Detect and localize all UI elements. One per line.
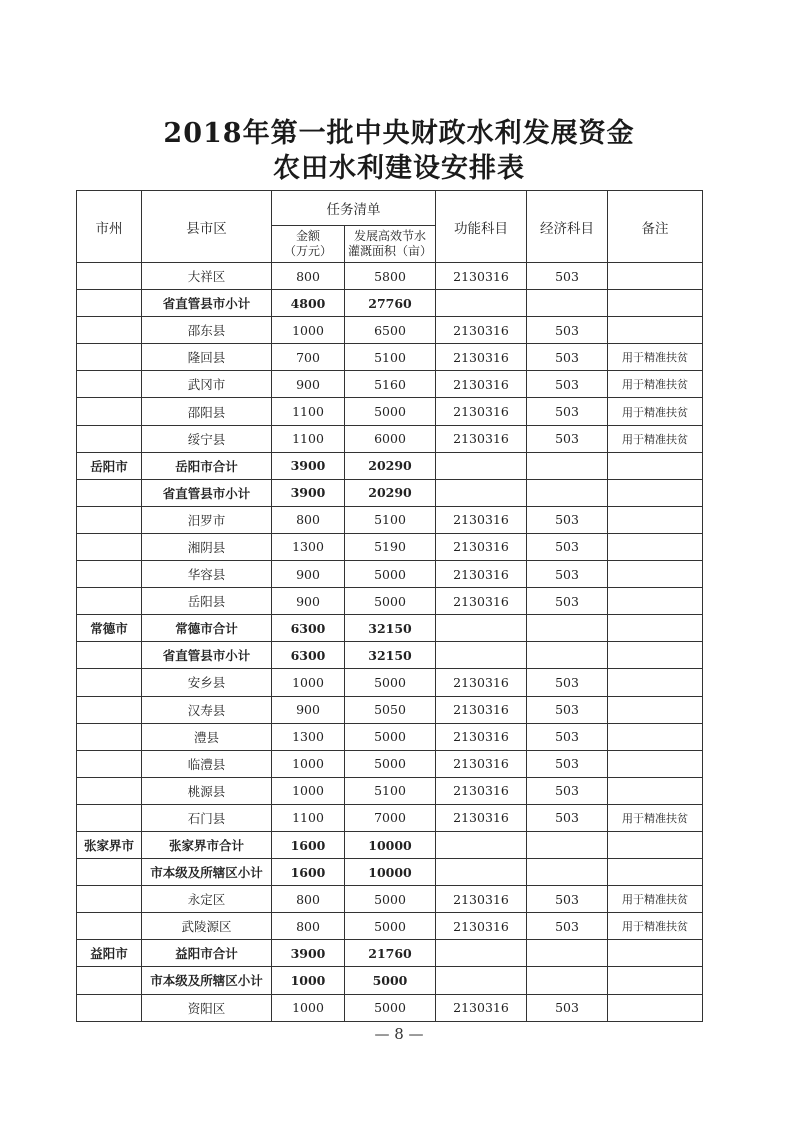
cell-irrigation-area: 20290 bbox=[345, 452, 436, 479]
table-row bbox=[77, 967, 703, 994]
header-city: 市州 bbox=[77, 191, 142, 263]
cell-amount: 1000 bbox=[272, 750, 345, 777]
cell-function-subject: 2130316 bbox=[436, 723, 527, 750]
cell-irrigation-area: 5000 bbox=[345, 669, 436, 696]
cell-function-subject: 2130316 bbox=[436, 696, 527, 723]
cell-economic-subject bbox=[527, 642, 608, 669]
cell-city bbox=[77, 642, 142, 669]
cell-economic-subject: 503 bbox=[527, 398, 608, 425]
cell-function-subject bbox=[436, 940, 527, 967]
cell-amount: 1300 bbox=[272, 533, 345, 560]
allocation-table bbox=[76, 190, 703, 1022]
cell-irrigation-area: 5000 bbox=[345, 750, 436, 777]
cell-county: 益阳市合计 bbox=[142, 940, 272, 967]
cell-irrigation-area: 32150 bbox=[345, 642, 436, 669]
table-row bbox=[77, 777, 703, 804]
cell-amount: 900 bbox=[272, 371, 345, 398]
cell-function-subject: 2130316 bbox=[436, 804, 527, 831]
cell-economic-subject: 503 bbox=[527, 561, 608, 588]
cell-irrigation-area: 10000 bbox=[345, 859, 436, 886]
cell-amount: 1100 bbox=[272, 425, 345, 452]
cell-irrigation-area: 5000 bbox=[345, 588, 436, 615]
cell-remark bbox=[608, 263, 703, 290]
cell-amount: 3900 bbox=[272, 452, 345, 479]
cell-amount: 1000 bbox=[272, 994, 345, 1021]
header-task-list: 任务清单 bbox=[272, 191, 436, 226]
table-row bbox=[77, 669, 703, 696]
cell-function-subject: 2130316 bbox=[436, 588, 527, 615]
cell-remark: 用于精准扶贫 bbox=[608, 398, 703, 425]
cell-function-subject: 2130316 bbox=[436, 425, 527, 452]
table-row bbox=[77, 398, 703, 425]
header-function-subject: 功能科目 bbox=[436, 191, 527, 263]
cell-remark bbox=[608, 615, 703, 642]
cell-remark bbox=[608, 533, 703, 560]
cell-amount: 800 bbox=[272, 886, 345, 913]
cell-city bbox=[77, 263, 142, 290]
cell-county: 隆回县 bbox=[142, 344, 272, 371]
cell-county: 张家界市合计 bbox=[142, 831, 272, 858]
cell-irrigation-area: 5100 bbox=[345, 344, 436, 371]
cell-amount: 1100 bbox=[272, 804, 345, 831]
cell-city: 张家界市 bbox=[77, 831, 142, 858]
header-irrigation-area bbox=[345, 226, 436, 263]
cell-function-subject bbox=[436, 967, 527, 994]
cell-function-subject bbox=[436, 290, 527, 317]
cell-remark bbox=[608, 588, 703, 615]
cell-county: 邵阳县 bbox=[142, 398, 272, 425]
table-row bbox=[77, 344, 703, 371]
cell-city bbox=[77, 994, 142, 1021]
cell-remark bbox=[608, 696, 703, 723]
cell-county: 常德市合计 bbox=[142, 615, 272, 642]
cell-county: 汨罗市 bbox=[142, 506, 272, 533]
cell-irrigation-area: 32150 bbox=[345, 615, 436, 642]
cell-economic-subject: 503 bbox=[527, 804, 608, 831]
cell-county: 石门县 bbox=[142, 804, 272, 831]
cell-county: 武陵源区 bbox=[142, 913, 272, 940]
cell-irrigation-area: 21760 bbox=[345, 940, 436, 967]
cell-county: 华容县 bbox=[142, 561, 272, 588]
cell-amount: 1100 bbox=[272, 398, 345, 425]
table-row bbox=[77, 723, 703, 750]
table-row bbox=[77, 994, 703, 1021]
cell-amount: 800 bbox=[272, 913, 345, 940]
cell-amount: 3900 bbox=[272, 940, 345, 967]
table-row bbox=[77, 561, 703, 588]
table-row bbox=[77, 533, 703, 560]
cell-city bbox=[77, 967, 142, 994]
cell-irrigation-area: 5000 bbox=[345, 994, 436, 1021]
cell-function-subject: 2130316 bbox=[436, 886, 527, 913]
cell-amount: 4800 bbox=[272, 290, 345, 317]
cell-economic-subject bbox=[527, 831, 608, 858]
cell-function-subject bbox=[436, 642, 527, 669]
cell-irrigation-area: 5000 bbox=[345, 886, 436, 913]
cell-function-subject bbox=[436, 452, 527, 479]
cell-amount: 700 bbox=[272, 344, 345, 371]
table-row bbox=[77, 371, 703, 398]
cell-county: 澧县 bbox=[142, 723, 272, 750]
cell-irrigation-area: 5100 bbox=[345, 777, 436, 804]
cell-county: 湘阴县 bbox=[142, 533, 272, 560]
cell-remark: 用于精准扶贫 bbox=[608, 913, 703, 940]
cell-amount: 6300 bbox=[272, 642, 345, 669]
cell-county: 汉寿县 bbox=[142, 696, 272, 723]
table-row bbox=[77, 804, 703, 831]
cell-function-subject: 2130316 bbox=[436, 533, 527, 560]
cell-city bbox=[77, 859, 142, 886]
cell-remark bbox=[608, 777, 703, 804]
cell-county: 岳阳县 bbox=[142, 588, 272, 615]
cell-irrigation-area: 7000 bbox=[345, 804, 436, 831]
cell-economic-subject: 503 bbox=[527, 588, 608, 615]
cell-city bbox=[77, 533, 142, 560]
cell-function-subject bbox=[436, 831, 527, 858]
cell-function-subject: 2130316 bbox=[436, 994, 527, 1021]
table-row bbox=[77, 425, 703, 452]
cell-irrigation-area: 5100 bbox=[345, 506, 436, 533]
cell-amount: 3900 bbox=[272, 479, 345, 506]
cell-economic-subject bbox=[527, 615, 608, 642]
cell-function-subject: 2130316 bbox=[436, 317, 527, 344]
document-title-line1: 2018年第一批中央财政水利发展资金 bbox=[163, 118, 635, 149]
cell-county: 桃源县 bbox=[142, 777, 272, 804]
cell-economic-subject bbox=[527, 479, 608, 506]
cell-city bbox=[77, 290, 142, 317]
cell-city bbox=[77, 561, 142, 588]
table-row bbox=[77, 696, 703, 723]
cell-city bbox=[77, 804, 142, 831]
cell-irrigation-area: 10000 bbox=[345, 831, 436, 858]
cell-remark bbox=[608, 859, 703, 886]
cell-city bbox=[77, 696, 142, 723]
cell-remark bbox=[608, 452, 703, 479]
cell-remark bbox=[608, 506, 703, 533]
table-header bbox=[77, 191, 703, 263]
cell-economic-subject: 503 bbox=[527, 750, 608, 777]
cell-remark bbox=[608, 317, 703, 344]
cell-amount: 800 bbox=[272, 263, 345, 290]
cell-amount: 900 bbox=[272, 696, 345, 723]
cell-city bbox=[77, 479, 142, 506]
cell-amount: 900 bbox=[272, 561, 345, 588]
cell-irrigation-area: 27760 bbox=[345, 290, 436, 317]
cell-economic-subject bbox=[527, 940, 608, 967]
cell-remark bbox=[608, 561, 703, 588]
cell-economic-subject: 503 bbox=[527, 317, 608, 344]
cell-function-subject: 2130316 bbox=[436, 371, 527, 398]
cell-county: 武冈市 bbox=[142, 371, 272, 398]
table-row bbox=[77, 452, 703, 479]
cell-irrigation-area: 6000 bbox=[345, 425, 436, 452]
cell-irrigation-area: 5190 bbox=[345, 533, 436, 560]
cell-function-subject: 2130316 bbox=[436, 398, 527, 425]
table-row bbox=[77, 886, 703, 913]
table-row bbox=[77, 642, 703, 669]
cell-function-subject: 2130316 bbox=[436, 750, 527, 777]
header-area-line2: 灌溉面积（亩） bbox=[347, 244, 432, 258]
cell-amount: 1000 bbox=[272, 669, 345, 696]
cell-irrigation-area: 5050 bbox=[345, 696, 436, 723]
cell-economic-subject bbox=[527, 290, 608, 317]
table-row bbox=[77, 588, 703, 615]
cell-county: 省直管县市小计 bbox=[142, 290, 272, 317]
cell-remark bbox=[608, 669, 703, 696]
cell-amount: 6300 bbox=[272, 615, 345, 642]
cell-city: 岳阳市 bbox=[77, 452, 142, 479]
cell-amount: 1600 bbox=[272, 831, 345, 858]
cell-function-subject: 2130316 bbox=[436, 777, 527, 804]
cell-city bbox=[77, 317, 142, 344]
cell-city bbox=[77, 588, 142, 615]
cell-city bbox=[77, 398, 142, 425]
cell-economic-subject bbox=[527, 859, 608, 886]
cell-city bbox=[77, 669, 142, 696]
cell-amount: 1600 bbox=[272, 859, 345, 886]
cell-county: 永定区 bbox=[142, 886, 272, 913]
cell-city bbox=[77, 750, 142, 777]
cell-irrigation-area: 5160 bbox=[345, 371, 436, 398]
cell-economic-subject bbox=[527, 452, 608, 479]
cell-economic-subject: 503 bbox=[527, 886, 608, 913]
cell-economic-subject: 503 bbox=[527, 994, 608, 1021]
header-remark: 备注 bbox=[608, 191, 703, 263]
cell-remark bbox=[608, 723, 703, 750]
cell-remark: 用于精准扶贫 bbox=[608, 425, 703, 452]
cell-irrigation-area: 20290 bbox=[345, 479, 436, 506]
cell-amount: 1300 bbox=[272, 723, 345, 750]
cell-amount: 1000 bbox=[272, 967, 345, 994]
cell-city bbox=[77, 506, 142, 533]
cell-amount: 1000 bbox=[272, 777, 345, 804]
cell-city bbox=[77, 913, 142, 940]
cell-city bbox=[77, 723, 142, 750]
cell-city bbox=[77, 371, 142, 398]
header-amount bbox=[272, 226, 345, 263]
cell-remark bbox=[608, 831, 703, 858]
header-area-line1: 发展高效节水 bbox=[353, 229, 426, 243]
cell-economic-subject bbox=[527, 967, 608, 994]
cell-economic-subject: 503 bbox=[527, 723, 608, 750]
table-row bbox=[77, 831, 703, 858]
table-row bbox=[77, 317, 703, 344]
cell-remark bbox=[608, 940, 703, 967]
table-row bbox=[77, 859, 703, 886]
cell-economic-subject: 503 bbox=[527, 371, 608, 398]
header-county: 县市区 bbox=[142, 191, 272, 263]
cell-remark bbox=[608, 479, 703, 506]
cell-function-subject bbox=[436, 479, 527, 506]
cell-remark bbox=[608, 994, 703, 1021]
table-row bbox=[77, 290, 703, 317]
cell-function-subject: 2130316 bbox=[436, 506, 527, 533]
cell-remark bbox=[608, 750, 703, 777]
table-row bbox=[77, 506, 703, 533]
cell-remark: 用于精准扶贫 bbox=[608, 886, 703, 913]
cell-remark: 用于精准扶贫 bbox=[608, 371, 703, 398]
cell-amount: 900 bbox=[272, 588, 345, 615]
cell-economic-subject: 503 bbox=[527, 913, 608, 940]
cell-county: 安乡县 bbox=[142, 669, 272, 696]
cell-irrigation-area: 5000 bbox=[345, 913, 436, 940]
table-body bbox=[77, 263, 703, 1022]
cell-economic-subject: 503 bbox=[527, 425, 608, 452]
cell-economic-subject: 503 bbox=[527, 696, 608, 723]
table-row bbox=[77, 479, 703, 506]
page-number: — 8 — bbox=[374, 1025, 424, 1043]
cell-city bbox=[77, 886, 142, 913]
cell-county: 市本级及所辖区小计 bbox=[142, 967, 272, 994]
cell-remark bbox=[608, 290, 703, 317]
cell-function-subject: 2130316 bbox=[436, 669, 527, 696]
document-title-line2: 农田水利建设安排表 bbox=[273, 153, 525, 184]
cell-function-subject: 2130316 bbox=[436, 913, 527, 940]
cell-function-subject: 2130316 bbox=[436, 561, 527, 588]
cell-economic-subject: 503 bbox=[527, 669, 608, 696]
cell-county: 市本级及所辖区小计 bbox=[142, 859, 272, 886]
cell-county: 邵东县 bbox=[142, 317, 272, 344]
cell-county: 大祥区 bbox=[142, 263, 272, 290]
cell-irrigation-area: 5800 bbox=[345, 263, 436, 290]
cell-amount: 1000 bbox=[272, 317, 345, 344]
table-row bbox=[77, 263, 703, 290]
cell-irrigation-area: 5000 bbox=[345, 723, 436, 750]
table-row bbox=[77, 750, 703, 777]
cell-county: 省直管县市小计 bbox=[142, 642, 272, 669]
cell-irrigation-area: 5000 bbox=[345, 398, 436, 425]
cell-economic-subject: 503 bbox=[527, 777, 608, 804]
cell-function-subject bbox=[436, 859, 527, 886]
cell-economic-subject: 503 bbox=[527, 533, 608, 560]
cell-county: 资阳区 bbox=[142, 994, 272, 1021]
cell-function-subject bbox=[436, 615, 527, 642]
cell-remark: 用于精准扶贫 bbox=[608, 804, 703, 831]
cell-county: 绥宁县 bbox=[142, 425, 272, 452]
cell-city bbox=[77, 777, 142, 804]
cell-county: 岳阳市合计 bbox=[142, 452, 272, 479]
cell-economic-subject: 503 bbox=[527, 506, 608, 533]
cell-county: 临澧县 bbox=[142, 750, 272, 777]
table-row bbox=[77, 940, 703, 967]
cell-amount: 800 bbox=[272, 506, 345, 533]
cell-economic-subject: 503 bbox=[527, 344, 608, 371]
cell-irrigation-area: 5000 bbox=[345, 967, 436, 994]
cell-irrigation-area: 6500 bbox=[345, 317, 436, 344]
cell-city bbox=[77, 425, 142, 452]
cell-remark: 用于精准扶贫 bbox=[608, 344, 703, 371]
cell-irrigation-area: 5000 bbox=[345, 561, 436, 588]
cell-function-subject: 2130316 bbox=[436, 344, 527, 371]
table-row bbox=[77, 615, 703, 642]
header-amount-line1: 金额 bbox=[295, 229, 320, 243]
cell-city: 常德市 bbox=[77, 615, 142, 642]
header-amount-line2: （万元） bbox=[283, 244, 332, 258]
cell-remark bbox=[608, 967, 703, 994]
header-economic-subject: 经济科目 bbox=[527, 191, 608, 263]
cell-economic-subject: 503 bbox=[527, 263, 608, 290]
cell-county: 省直管县市小计 bbox=[142, 479, 272, 506]
table-row bbox=[77, 913, 703, 940]
cell-function-subject: 2130316 bbox=[436, 263, 527, 290]
cell-city: 益阳市 bbox=[77, 940, 142, 967]
cell-city bbox=[77, 344, 142, 371]
cell-remark bbox=[608, 642, 703, 669]
